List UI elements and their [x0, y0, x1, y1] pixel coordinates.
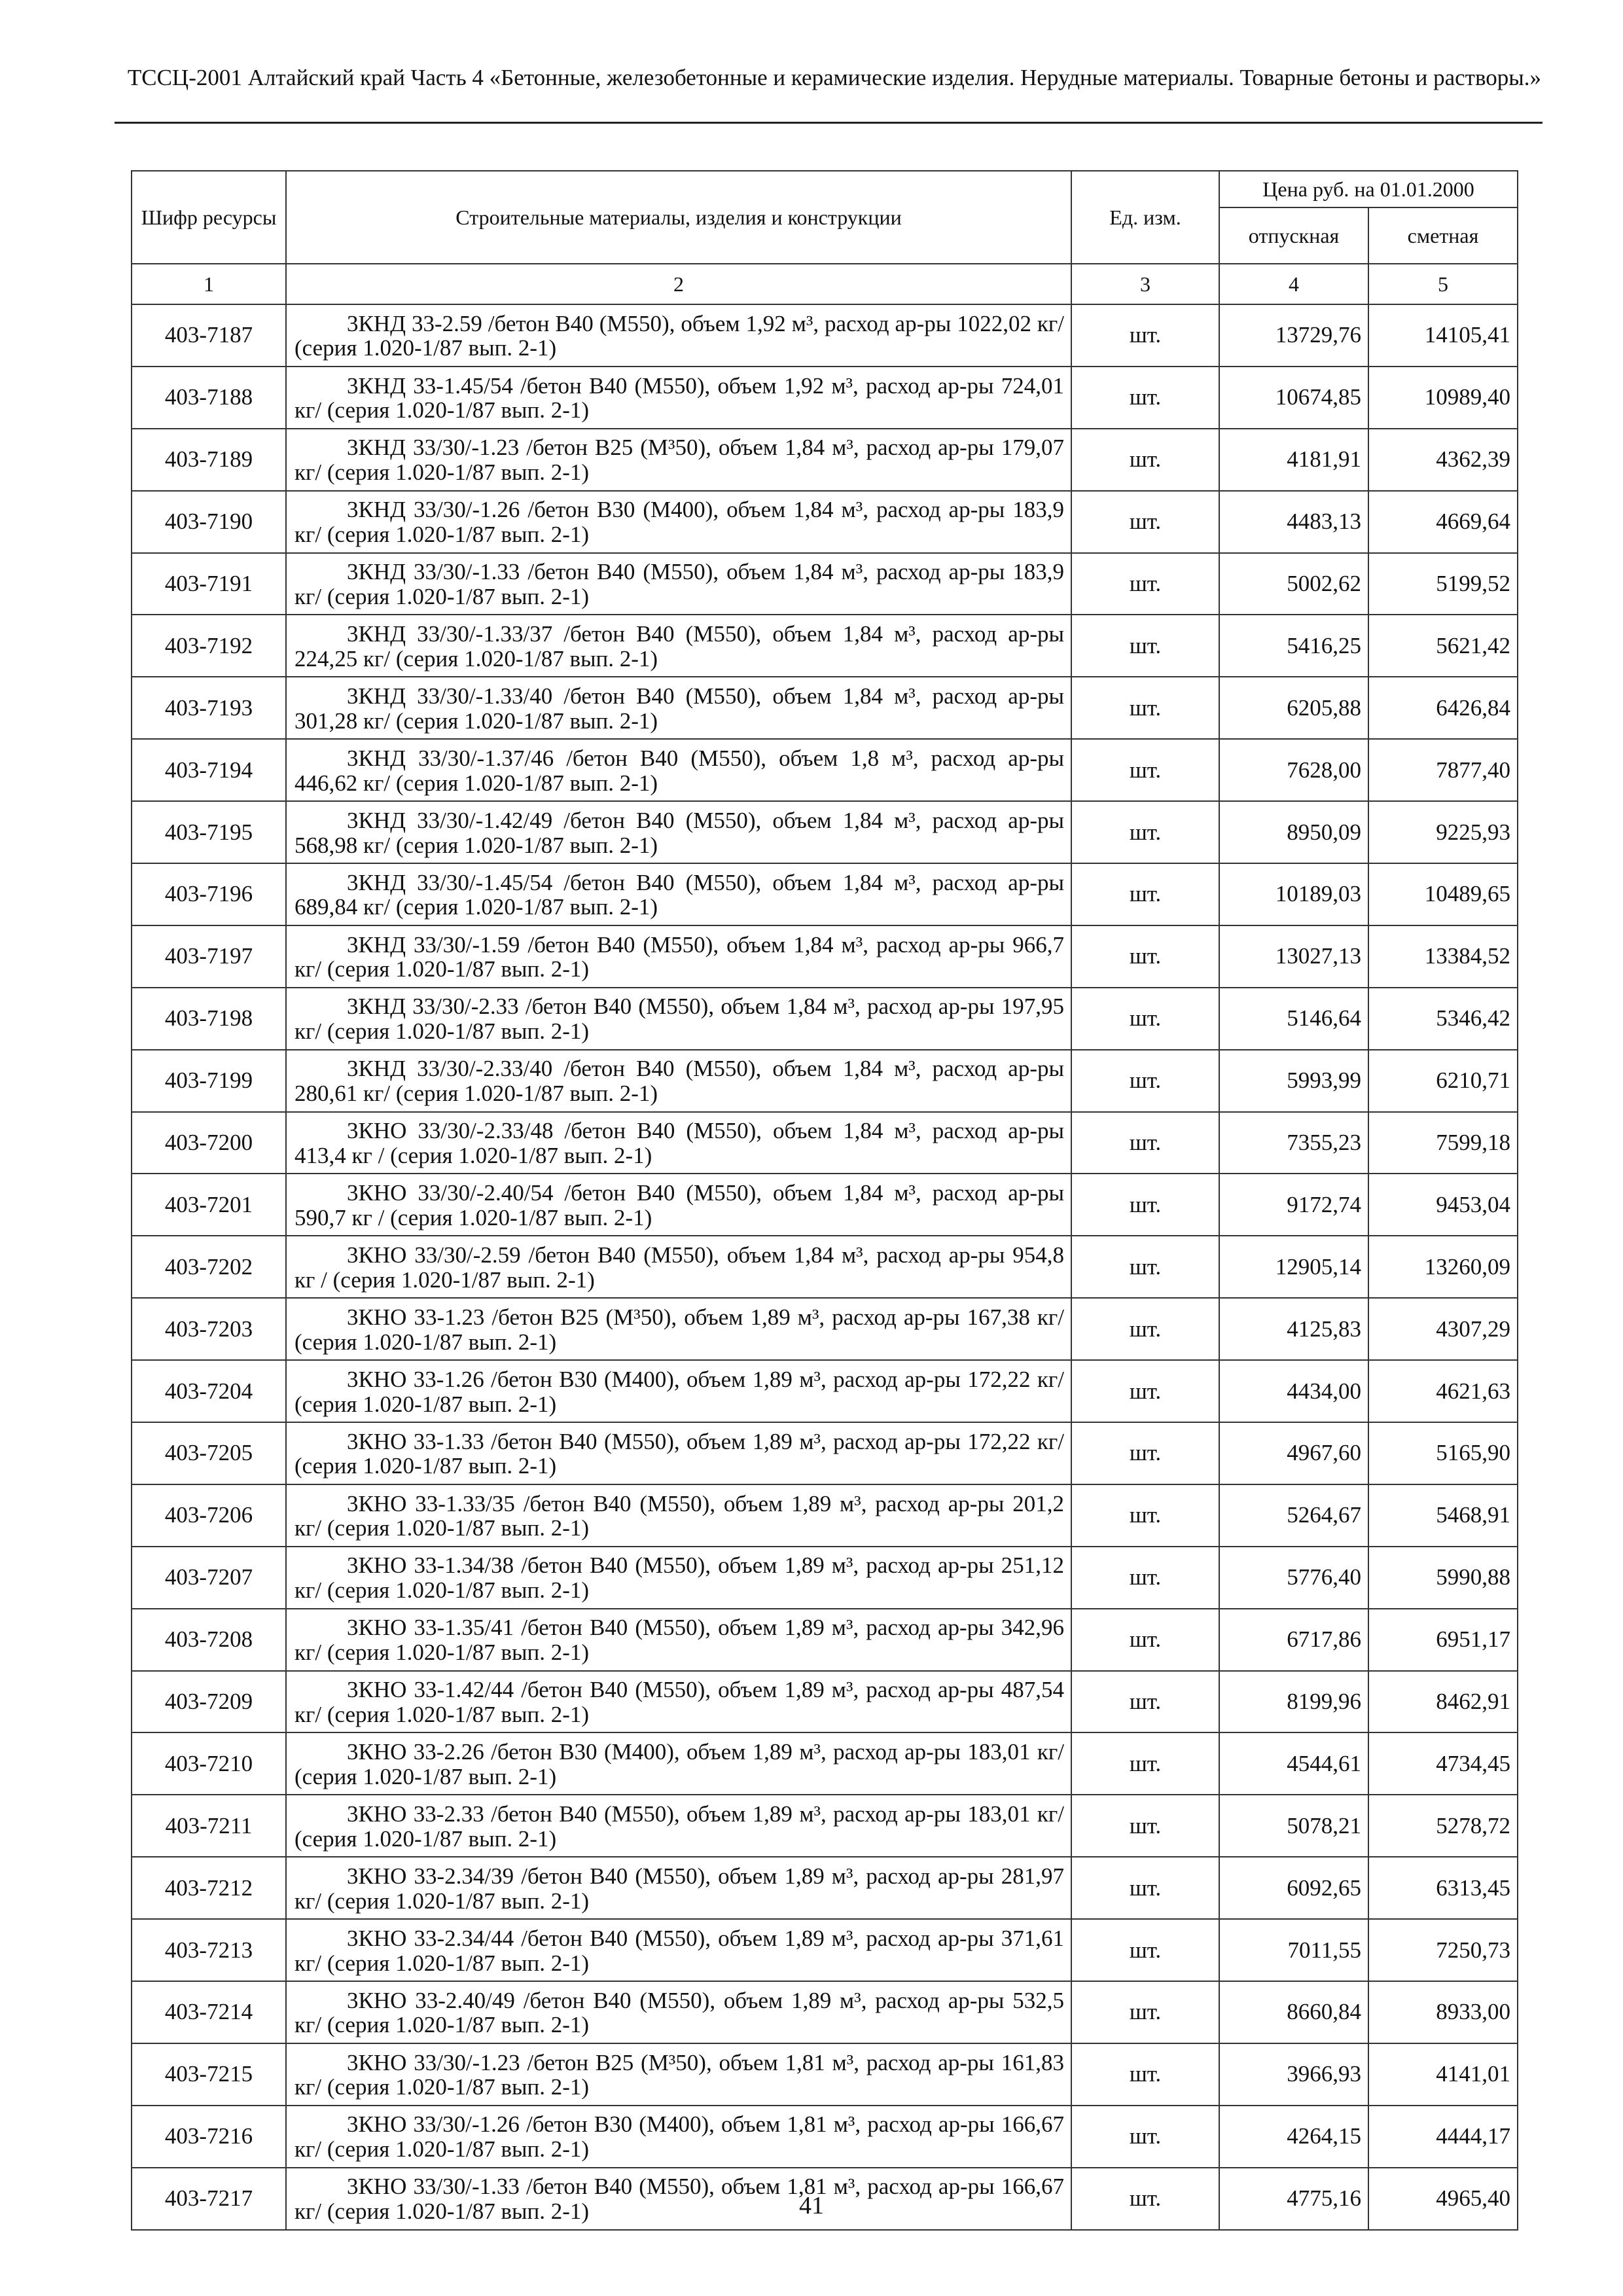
estimate-price: 5990,88: [1368, 1547, 1518, 1609]
release-price: 10674,85: [1219, 367, 1368, 429]
release-price: 7011,55: [1219, 1919, 1368, 1981]
column-header-name: Строительные материалы, изделия и конструкции: [286, 171, 1071, 264]
unit-cell: шт.: [1071, 801, 1219, 863]
unit-cell: шт.: [1071, 1174, 1219, 1236]
release-price: 5078,21: [1219, 1795, 1368, 1857]
unit-cell: шт.: [1071, 988, 1219, 1050]
unit-cell: шт.: [1071, 1298, 1219, 1360]
resource-name: [286, 1671, 1071, 1733]
unit-cell: шт.: [1071, 739, 1219, 801]
estimate-price: 7599,18: [1368, 1112, 1518, 1174]
table-row: [132, 739, 1518, 801]
unit-cell: шт.: [1071, 491, 1219, 553]
estimate-price: 9225,93: [1368, 801, 1518, 863]
estimate-price: 8462,91: [1368, 1671, 1518, 1733]
resource-name: [286, 1609, 1071, 1671]
table-row: [132, 1422, 1518, 1484]
unit-cell: шт.: [1071, 367, 1219, 429]
resource-name: [286, 1547, 1071, 1609]
estimate-price: 5165,90: [1368, 1422, 1518, 1484]
resource-code: 403-7213: [132, 1919, 286, 1981]
unit-cell: шт.: [1071, 1732, 1219, 1795]
estimate-price: 4965,40: [1368, 2168, 1518, 2230]
release-price: 5416,25: [1219, 615, 1368, 677]
unit-cell: шт.: [1071, 1360, 1219, 1422]
resource-name-text: 3КНО 33-1.26 /бетон В30 (М400), объем 1,89 м³, расход ар-ры 172,22 кг/ (серия 1.020-1/87 вып. 2-1): [294, 1366, 1064, 1417]
column-number: 4: [1219, 264, 1368, 304]
column-header-release-price: отпускная: [1219, 207, 1368, 264]
release-price: 6092,65: [1219, 1857, 1368, 1919]
column-header-code: Шифр ресурсы: [132, 171, 286, 264]
resource-name-text: 3КНО 33-2.26 /бетон В30 (М400), объем 1,89 м³, расход ар-ры 183,01 кг/ (серия 1.020-1/87 вып. 2-1): [294, 1739, 1064, 1789]
release-price: 8199,96: [1219, 1671, 1368, 1733]
resource-code: 403-7190: [132, 491, 286, 553]
resource-name: [286, 1298, 1071, 1360]
table-row: [132, 925, 1518, 988]
unit-cell: шт.: [1071, 553, 1219, 615]
resource-code: 403-7209: [132, 1671, 286, 1733]
estimate-price: 13260,09: [1368, 1236, 1518, 1298]
resource-name-text: 3КНО 33-1.33/35 /бетон В40 (М550), объем 1,89 м³, расход ар-ры 201,2 кг/ (серия 1.020-1/87 вып. 2-1): [294, 1490, 1064, 1541]
release-price: 12905,14: [1219, 1236, 1368, 1298]
estimate-price: 5199,52: [1368, 553, 1518, 615]
unit-cell: шт.: [1071, 1919, 1219, 1981]
release-price: 13027,13: [1219, 925, 1368, 988]
resource-name-text: 3КНО 33-2.34/44 /бетон В40 (М550), объем 1,89 м³, расход ар-ры 371,61 кг/ (серия 1.020-1/87 вып. 2-1): [294, 1925, 1064, 1976]
table-row: [132, 1795, 1518, 1857]
table-row: [132, 1609, 1518, 1671]
resource-name: [286, 1795, 1071, 1857]
table-row: [132, 615, 1518, 677]
unit-cell: шт.: [1071, 863, 1219, 925]
resource-code: 403-7189: [132, 429, 286, 491]
resource-name-text: 3КНО 33-1.42/44 /бетон В40 (М550), объем 1,89 м³, расход ар-ры 487,54 кг/ (серия 1.020-1/87 вып. 2-1): [294, 1677, 1064, 1728]
resource-code: 403-7208: [132, 1609, 286, 1671]
resource-code: 403-7199: [132, 1050, 286, 1112]
resource-code: 403-7196: [132, 863, 286, 925]
release-price: 4434,00: [1219, 1360, 1368, 1422]
resource-code: 403-7206: [132, 1484, 286, 1547]
resource-name: [286, 1919, 1071, 1981]
unit-cell: шт.: [1071, 2106, 1219, 2168]
unit-cell: шт.: [1071, 1981, 1219, 2043]
column-number: 2: [286, 264, 1071, 304]
unit-cell: шт.: [1071, 429, 1219, 491]
estimate-price: 10989,40: [1368, 367, 1518, 429]
estimate-price: 6426,84: [1368, 677, 1518, 739]
resource-name-text: 3КНО 33-1.33 /бетон В40 (М550), объем 1,89 м³, расход ар-ры 172,22 кг/ (серия 1.020-1/87 вып. 2-1): [294, 1428, 1064, 1479]
estimate-price: 4734,45: [1368, 1732, 1518, 1795]
resource-name: [286, 2106, 1071, 2168]
release-price: 4483,13: [1219, 491, 1368, 553]
estimate-price: 4444,17: [1368, 2106, 1518, 2168]
resource-code: 403-7202: [132, 1236, 286, 1298]
unit-cell: шт.: [1071, 677, 1219, 739]
estimate-price: 4362,39: [1368, 429, 1518, 491]
table-row: [132, 1174, 1518, 1236]
resource-name: [286, 1112, 1071, 1174]
unit-cell: шт.: [1071, 1547, 1219, 1609]
document-header: ТССЦ-2001 Алтайский край Часть 4 «Бетонные, железобетонные и керамические изделия. Нерудные материалы. Товарные бетоны и растворы.»: [127, 65, 1541, 90]
resource-name-text: 3КНО 33/30/-1.33 /бетон В40 (М550), объем 1,81 м³, расход ар-ры 166,67 кг/ (серия 1.020-1/87 вып. 2-1): [294, 2174, 1064, 2225]
table-row: [132, 491, 1518, 553]
resource-name-text: 3КНО 33/30/-1.26 /бетон В30 (М400), объем 1,81 м³, расход ар-ры 166,67 кг/ (серия 1.020-1/87 вып. 2-1): [294, 2111, 1064, 2162]
resource-name: [286, 1422, 1071, 1484]
release-price: 4544,61: [1219, 1732, 1368, 1795]
table-row: [132, 988, 1518, 1050]
resource-name-text: 3КНД 33/30/-1.33/37 /бетон В40 (М550), объем 1,84 м³, расход ар-ры 224,25 кг/ (серия 1.020-1/87 вып. 2-1): [294, 621, 1064, 672]
unit-cell: шт.: [1071, 1609, 1219, 1671]
table-row: [132, 677, 1518, 739]
unit-cell: шт.: [1071, 1050, 1219, 1112]
resource-code: 403-7203: [132, 1298, 286, 1360]
resource-name: [286, 304, 1071, 367]
table-row: [132, 1236, 1518, 1298]
release-price: 8950,09: [1219, 801, 1368, 863]
release-price: 4967,60: [1219, 1422, 1368, 1484]
release-price: 8660,84: [1219, 1981, 1368, 2043]
resource-name-text: 3КНД 33-2.59 /бетон В40 (М550), объем 1,92 м³, расход ар-ры 1022,02 кг/ (серия 1.020-1/87 вып. 2-1): [294, 310, 1064, 361]
resource-name: [286, 553, 1071, 615]
unit-cell: шт.: [1071, 304, 1219, 367]
release-price: 7628,00: [1219, 739, 1368, 801]
unit-cell: шт.: [1071, 1671, 1219, 1733]
resource-code: 403-7195: [132, 801, 286, 863]
resource-name-text: 3КНД 33/30/-2.33 /бетон В40 (М550), объем 1,84 м³, расход ар-ры 197,95 кг/ (серия 1.020-1/87 вып. 2-1): [294, 994, 1064, 1045]
header-divider: [115, 122, 1543, 124]
table-row: [132, 1360, 1518, 1422]
resource-price-table: [131, 170, 1518, 2231]
estimate-price: 6951,17: [1368, 1609, 1518, 1671]
resource-code: 403-7201: [132, 1174, 286, 1236]
table-row: [132, 367, 1518, 429]
table-row: [132, 1112, 1518, 1174]
table-row: [132, 1484, 1518, 1547]
release-price: 4125,83: [1219, 1298, 1368, 1360]
resource-name: [286, 925, 1071, 988]
resource-code: 403-7216: [132, 2106, 286, 2168]
table-row: [132, 1547, 1518, 1609]
resource-name-text: 3КНО 33/30/-2.59 /бетон В40 (М550), объем 1,84 м³, расход ар-ры 954,8 кг / (серия 1.020-1/87 вып. 2-1): [294, 1242, 1064, 1293]
resource-name: [286, 1174, 1071, 1236]
table-row: [132, 1919, 1518, 1981]
table-row: [132, 863, 1518, 925]
estimate-price: 5346,42: [1368, 988, 1518, 1050]
estimate-price: 8933,00: [1368, 1981, 1518, 2043]
resource-name: [286, 1732, 1071, 1795]
resource-name-text: 3КНО 33-1.34/38 /бетон В40 (М550), объем 1,89 м³, расход ар-ры 251,12 кг/ (серия 1.020-1/87 вып. 2-1): [294, 1552, 1064, 1604]
resource-code: 403-7217: [132, 2168, 286, 2230]
resource-name: [286, 988, 1071, 1050]
resource-code: 403-7205: [132, 1422, 286, 1484]
table-row: [132, 1732, 1518, 1795]
release-price: 5264,67: [1219, 1484, 1368, 1547]
resource-code: 403-7191: [132, 553, 286, 615]
resource-code: 403-7188: [132, 367, 286, 429]
release-price: 4181,91: [1219, 429, 1368, 491]
release-price: 4264,15: [1219, 2106, 1368, 2168]
table-row: [132, 429, 1518, 491]
estimate-price: 4669,64: [1368, 491, 1518, 553]
resource-name: [286, 1050, 1071, 1112]
resource-name-text: 3КНД 33/30/-1.23 /бетон В25 (М³50), объем 1,84 м³, расход ар-ры 179,07 кг/ (серия 1.020-1/87 вып. 2-1): [294, 435, 1064, 486]
table-row: [132, 1050, 1518, 1112]
resource-code: 403-7214: [132, 1981, 286, 2043]
resource-name-text: 3КНД 33/30/-1.33 /бетон В40 (М550), объем 1,84 м³, расход ар-ры 183,9 кг/ (серия 1.020-1/87 вып. 2-1): [294, 559, 1064, 609]
resource-code: 403-7194: [132, 739, 286, 801]
table-row: [132, 1298, 1518, 1360]
resource-name-text: 3КНО 33-2.33 /бетон В40 (М550), объем 1,89 м³, расход ар-ры 183,01 кг/ (серия 1.020-1/87 вып. 2-1): [294, 1801, 1064, 1852]
column-header-price: Цена руб. на 01.01.2000: [1219, 171, 1518, 207]
resource-name-text: 3КНО 33/30/-2.40/54 /бетон В40 (М550), объем 1,84 м³, расход ар-ры 590,7 кг / (серия 1.020-1/87 вып. 2-1): [294, 1180, 1064, 1230]
column-number: 3: [1071, 264, 1219, 304]
estimate-price: 7877,40: [1368, 739, 1518, 801]
unit-cell: шт.: [1071, 1484, 1219, 1547]
resource-name: [286, 801, 1071, 863]
resource-name: [286, 1857, 1071, 1919]
release-price: 3966,93: [1219, 2043, 1368, 2106]
resource-code: 403-7193: [132, 677, 286, 739]
column-header-unit: Ед. изм.: [1071, 171, 1219, 264]
unit-cell: шт.: [1071, 2043, 1219, 2106]
table-body: [132, 304, 1518, 2230]
table-row: [132, 801, 1518, 863]
estimate-price: 14105,41: [1368, 304, 1518, 367]
resource-code: 403-7207: [132, 1547, 286, 1609]
unit-cell: шт.: [1071, 2168, 1219, 2230]
unit-cell: шт.: [1071, 1795, 1219, 1857]
resource-code: 403-7204: [132, 1360, 286, 1422]
resource-name: [286, 863, 1071, 925]
table-row: [132, 2043, 1518, 2106]
release-price: 5776,40: [1219, 1547, 1368, 1609]
release-price: 4775,16: [1219, 2168, 1368, 2230]
table-row: [132, 1857, 1518, 1919]
column-number: 1: [132, 264, 286, 304]
resource-code: 403-7200: [132, 1112, 286, 1174]
resource-name-text: 3КНО 33-2.40/49 /бетон В40 (М550), объем 1,89 м³, расход ар-ры 532,5 кг/ (серия 1.020-1/87 вып. 2-1): [294, 1987, 1064, 2038]
resource-name: [286, 367, 1071, 429]
unit-cell: шт.: [1071, 1236, 1219, 1298]
resource-code: 403-7211: [132, 1795, 286, 1857]
resource-name-text: 3КНО 33-1.23 /бетон В25 (М³50), объем 1,89 м³, расход ар-ры 167,38 кг/ (серия 1.020-1/87 вып. 2-1): [294, 1304, 1064, 1355]
resource-code: 403-7192: [132, 615, 286, 677]
resource-code: 403-7212: [132, 1857, 286, 1919]
unit-cell: шт.: [1071, 1857, 1219, 1919]
unit-cell: шт.: [1071, 925, 1219, 988]
estimate-price: 6313,45: [1368, 1857, 1518, 1919]
release-price: 13729,76: [1219, 304, 1368, 367]
resource-name-text: 3КНО 33/30/-1.23 /бетон В25 (М³50), объем 1,81 м³, расход ар-ры 161,83 кг/ (серия 1.020-1/87 вып. 2-1): [294, 2049, 1064, 2100]
resource-name-text: 3КНД 33/30/-2.33/40 /бетон В40 (М550), объем 1,84 м³, расход ар-ры 280,61 кг/ (серия 1.020-1/87 вып. 2-1): [294, 1056, 1064, 1107]
resource-name-text: 3КНД 33/30/-1.42/49 /бетон В40 (М550), объем 1,84 м³, расход ар-ры 568,98 кг/ (серия 1.020-1/87 вып. 2-1): [294, 807, 1064, 858]
release-price: 5993,99: [1219, 1050, 1368, 1112]
resource-name: [286, 1484, 1071, 1547]
resource-name: [286, 491, 1071, 553]
resource-name: [286, 615, 1071, 677]
resource-name: [286, 2043, 1071, 2106]
resource-name-text: 3КНО 33/30/-2.33/48 /бетон В40 (М550), объем 1,84 м³, расход ар-ры 413,4 кг / (серия 1.020-1/87 вып. 2-1): [294, 1118, 1064, 1169]
resource-name-text: 3КНД 33/30/-1.26 /бетон В30 (М400), объем 1,84 м³, расход ар-ры 183,9 кг/ (серия 1.020-1/87 вып. 2-1): [294, 497, 1064, 548]
resource-name-text: 3КНД 33/30/-1.37/46 /бетон В40 (М550), объем 1,8 м³, расход ар-ры 446,62 кг/ (серия 1.020-1/87 вып. 2-1): [294, 745, 1064, 796]
estimate-price: 5278,72: [1368, 1795, 1518, 1857]
estimate-price: 7250,73: [1368, 1919, 1518, 1981]
resource-name-text: 3КНО 33-2.34/39 /бетон В40 (М550), объем 1,89 м³, расход ар-ры 281,97 кг/ (серия 1.020-1/87 вып. 2-1): [294, 1863, 1064, 1914]
table-row: [132, 1671, 1518, 1733]
resource-name: [286, 739, 1071, 801]
release-price: 5002,62: [1219, 553, 1368, 615]
resource-name-text: 3КНД 33/30/-1.45/54 /бетон В40 (М550), объем 1,84 м³, расход ар-ры 689,84 кг/ (серия 1.020-1/87 вып. 2-1): [294, 869, 1064, 920]
resource-name: [286, 1981, 1071, 2043]
release-price: 10189,03: [1219, 863, 1368, 925]
estimate-price: 5621,42: [1368, 615, 1518, 677]
table-row: [132, 1981, 1518, 2043]
release-price: 6205,88: [1219, 677, 1368, 739]
column-number: 5: [1368, 264, 1518, 304]
resource-code: 403-7215: [132, 2043, 286, 2106]
resource-code: 403-7197: [132, 925, 286, 988]
table-row: [132, 553, 1518, 615]
estimate-price: 4307,29: [1368, 1298, 1518, 1360]
resource-code: 403-7210: [132, 1732, 286, 1795]
table-row: [132, 304, 1518, 367]
estimate-price: 4141,01: [1368, 2043, 1518, 2106]
resource-code: 403-7187: [132, 304, 286, 367]
release-price: 9172,74: [1219, 1174, 1368, 1236]
resource-name: [286, 429, 1071, 491]
resource-name-text: 3КНД 33/30/-1.33/40 /бетон В40 (М550), объем 1,84 м³, расход ар-ры 301,28 кг/ (серия 1.020-1/87 вып. 2-1): [294, 683, 1064, 734]
unit-cell: шт.: [1071, 1422, 1219, 1484]
resource-name: [286, 677, 1071, 739]
column-header-estimate-price: сметная: [1368, 207, 1518, 264]
estimate-price: 5468,91: [1368, 1484, 1518, 1547]
estimate-price: 10489,65: [1368, 863, 1518, 925]
resource-name: [286, 1360, 1071, 1422]
table-row: [132, 2106, 1518, 2168]
resource-name: [286, 1236, 1071, 1298]
release-price: 7355,23: [1219, 1112, 1368, 1174]
resource-name-text: 3КНО 33-1.35/41 /бетон В40 (М550), объем 1,89 м³, расход ар-ры 342,96 кг/ (серия 1.020-1/87 вып. 2-1): [294, 1615, 1064, 1666]
release-price: 6717,86: [1219, 1609, 1368, 1671]
resource-name-text: 3КНД 33/30/-1.59 /бетон В40 (М550), объем 1,84 м³, расход ар-ры 966,7 кг/ (серия 1.020-1/87 вып. 2-1): [294, 931, 1064, 982]
page-number: 41: [799, 2192, 824, 2219]
estimate-price: 13384,52: [1368, 925, 1518, 988]
estimate-price: 4621,63: [1368, 1360, 1518, 1422]
estimate-price: 9453,04: [1368, 1174, 1518, 1236]
unit-cell: шт.: [1071, 1112, 1219, 1174]
resource-name-text: 3КНД 33-1.45/54 /бетон В40 (М550), объем 1,92 м³, расход ар-ры 724,01 кг/ (серия 1.020-1/87 вып. 2-1): [294, 372, 1064, 423]
resource-code: 403-7198: [132, 988, 286, 1050]
unit-cell: шт.: [1071, 615, 1219, 677]
release-price: 5146,64: [1219, 988, 1368, 1050]
estimate-price: 6210,71: [1368, 1050, 1518, 1112]
